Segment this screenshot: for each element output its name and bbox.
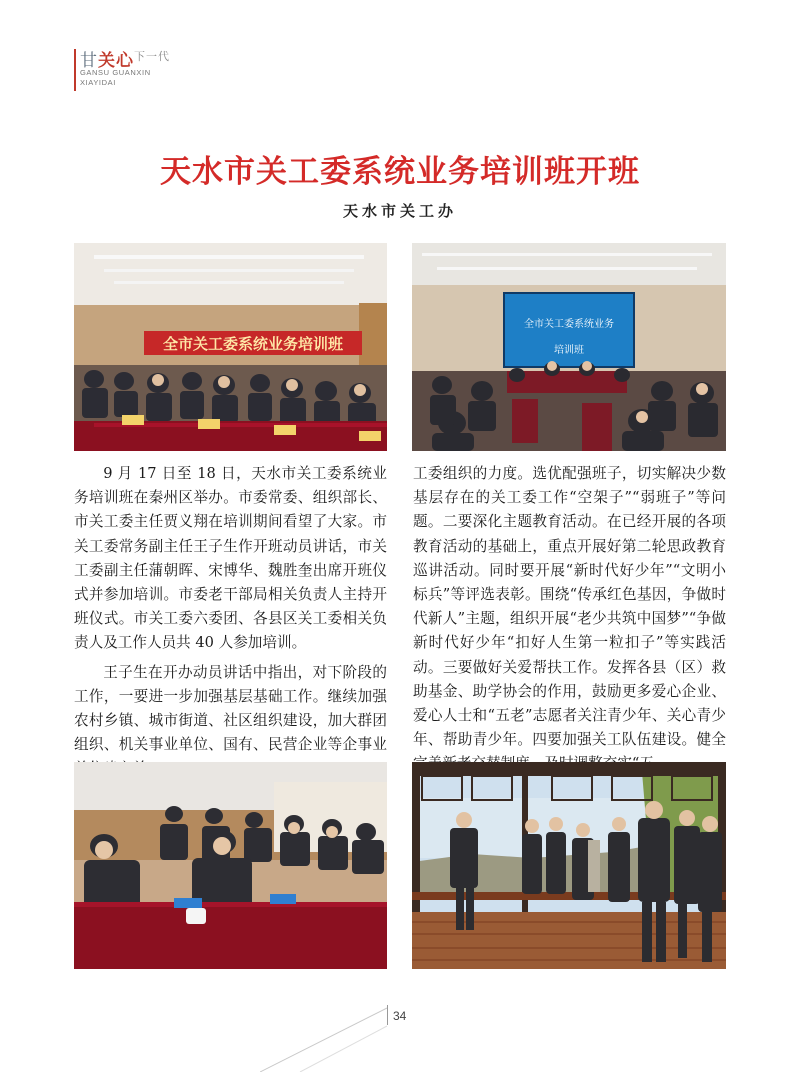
body-column-left	[74, 462, 387, 782]
paragraph-2: 王子生在开办动员讲话中指出，对下阶段的工作，一要进一步加强基层基础工作。继续加强农村乡镇、城市街道、社区组织建设，加大群团组织、机关事业单位、国有、民营企业等企事业	[74, 663, 387, 754]
photo-meeting-screen	[412, 243, 726, 451]
article-title: 天水市关工委系统业务培训班开班	[160, 154, 640, 190]
logo-subtitle-line-1: GANSU GUANXIN	[80, 68, 151, 77]
paragraph-1: 9 月 17 日至 18 日，天水市关工委系统业务培训班在秦州区举办。市委常委、组织部长、市关工委主任贾义翔在培训期间看望了大家。市关工委常务副主任王子生作开班动员讲话，市关工委副主任蒲朝晖、宋博华、魏胜奎出席开班仪式并参加培训。市委老干部局相关负责人主持开班仪式。市关工委六委团、各县区关工委相关负责人及工作人员共 40 人参加培训。	[74, 465, 387, 652]
screen-line-2: 培训班	[554, 345, 584, 356]
screen-line-1: 全市关工委系统业务	[524, 319, 614, 330]
photo-participants	[74, 762, 387, 969]
logo-title: 甘关心$^{下一代}$	[80, 50, 170, 71]
article-author: 天水市关工办	[342, 202, 457, 220]
logo-subtitle-line-2: XIAYIDAI	[80, 78, 116, 87]
page-number: 34	[393, 1009, 407, 1023]
page-number-divider	[387, 1005, 388, 1025]
magazine-logo	[74, 46, 194, 96]
body-column-right	[413, 462, 726, 777]
logo-accent-bar	[74, 49, 76, 91]
photo-outdoor-visit	[412, 762, 726, 969]
photo-training-hall	[74, 243, 387, 451]
banner-text: 全市关工委系统业务培训班	[162, 335, 344, 353]
paragraph-3: 工委组织的力度。选优配强班子，切实解决少数基层存在的关工委工作“空架子”“弱班子”等问题。二要深化主题教育活动。在已经开展的各项教育活动的基础上，重点开展好第二轮思政教育巡讲活动。同时要开展“新时代好少年”“文明小标兵”等评选表彰。围绕“传承红色基因，争做时代新人”主题，组织开展“老少共筑中国梦”“争做新时代好少年“扣好人生第一粒扣子”等实践活动。三要做好关爱帮扶工作。发挥各县（区）救助基金、助学协会的作用，鼓励更多爱心企业、爱心人士和“五老”志愿者关注青少年、关心青少年、帮助青少年。四要加强关工队伍建设。健全	[413, 465, 726, 749]
